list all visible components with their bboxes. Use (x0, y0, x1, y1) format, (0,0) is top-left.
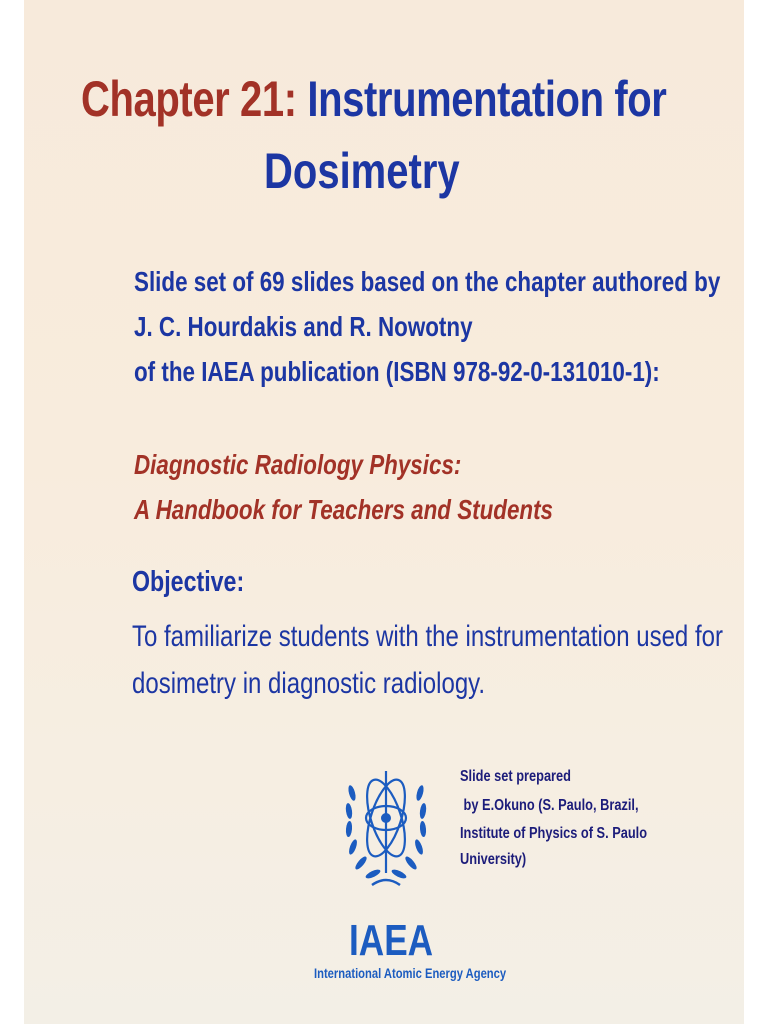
objective-heading: Objective: (132, 566, 245, 598)
chapter-topic-line2: Dosimetry (264, 143, 460, 199)
chapter-topic: Instrumentation for (307, 71, 667, 127)
prepared-line-1: Slide set prepared (460, 768, 571, 785)
objective-text-line-2: dosimetry in diagnostic radiology. (132, 667, 486, 700)
iaea-emblem-icon (342, 763, 430, 903)
credit-line-2: J. C. Hourdakis and R. Nowotny (134, 311, 473, 342)
credit-line-3: of the IAEA publication (ISBN 978-92-0-131010-1): (134, 356, 660, 387)
logo-full-name: International Atomic Energy Agency (314, 965, 507, 981)
chapter-number: Chapter 21: (81, 71, 297, 127)
logo-name: IAEA (349, 916, 434, 965)
book-title-line-1: Diagnostic Radiology Physics: (134, 449, 462, 480)
page-title-continuation (264, 142, 509, 200)
book-title-line-2: A Handbook for Teachers and Students (134, 494, 554, 525)
objective-text-line-1: To familiarize students with the instrumentation used for (132, 620, 723, 653)
credit-line-1: Slide set of 69 slides based on the chapter authored by (134, 266, 721, 297)
prepared-line-2: by E.Okuno (S. Paulo, Brazil, (460, 797, 639, 814)
prepared-line-4: University) (460, 851, 527, 868)
prepared-line-3: Institute of Physics of S. Paulo (460, 825, 648, 842)
page-title (81, 70, 744, 128)
slide (24, 0, 744, 1024)
